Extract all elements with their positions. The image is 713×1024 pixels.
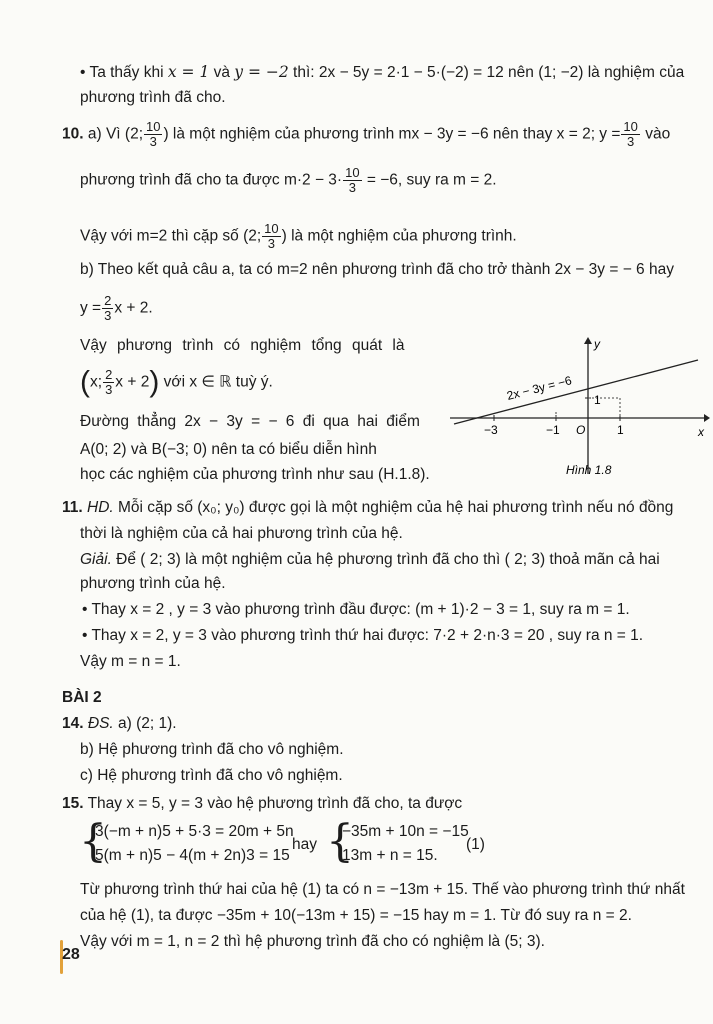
solution-line: [454, 360, 698, 424]
section-title: BÀI 2: [62, 689, 102, 706]
answer-label: ĐS.: [83, 715, 114, 732]
text: Vậy với m=2 thì cặp số (2;: [80, 227, 262, 245]
exercise-10-line-2: [80, 166, 497, 195]
paren: (: [80, 365, 90, 399]
text: ) là một nghiệm của phương trình.: [281, 227, 517, 245]
exercise-15-line-3: của hệ (1), ta được −35m + 10(−13m + 15) = −15 hay m = 1. Từ đó suy ra n = 2.: [80, 907, 632, 924]
origin-label: O: [576, 423, 586, 437]
exercise-14-line-1: [62, 714, 177, 734]
page-number: 28: [62, 946, 80, 963]
fraction: [103, 368, 114, 397]
exercise-10-line-b1: b) Theo kết quả câu a, ta có m=2 nên phương trình đã cho trở thành 2x − 3y = − 6 hay: [80, 261, 674, 278]
denominator: 3: [104, 308, 112, 323]
exercise-11-line-4: phương trình của hệ.: [80, 575, 226, 592]
text: = −6, suy ra m = 2.: [362, 171, 497, 189]
numerator: 10: [264, 221, 279, 236]
math: y = −2: [234, 63, 289, 81]
hint-label: HD.: [82, 499, 114, 516]
exercise-10-line-b7: học các nghiệm của phương trình như sau (H.1.8).: [80, 466, 430, 483]
y-axis-arrow: [584, 337, 592, 344]
numerator: 10: [623, 119, 638, 134]
text: ) là một nghiệm của phương trình mx − 3y = −6 nên thay x = 2; y =: [163, 125, 621, 143]
text: thì: 2x − 5y = 2·1 − 5·(−2) = 12 nên (1; −2) là nghiệm của: [288, 64, 685, 81]
tick-label-1: 1: [617, 423, 624, 437]
paren: ): [149, 365, 160, 399]
numerator: 2: [105, 367, 113, 382]
text-line: [80, 62, 684, 83]
text: phương trình đã cho ta được m·2 − 3·: [80, 171, 343, 189]
text: x + 2.: [114, 299, 153, 317]
exercise-10-line-b6: A(0; 2) và B(−3; 0) nên ta có biểu diễn hình: [80, 441, 377, 458]
denominator: 3: [105, 382, 113, 397]
math: x = 1: [167, 63, 210, 81]
exercise-number: 10.: [62, 125, 84, 143]
system-2-eq-2: 13m + n = 15.: [342, 847, 438, 864]
numerator: 10: [146, 119, 161, 134]
exercise-10-line-3: [80, 222, 517, 251]
system-1-eq-1: 3(−m + n)5 + 5·3 = 20m + 5n: [95, 823, 294, 840]
fraction: [343, 166, 361, 195]
exercise-10-line-1: [62, 120, 670, 149]
exercise-number: 11.: [62, 499, 83, 516]
exercise-11-line-2: thời là nghiệm của cả hai phương trình của hệ.: [80, 525, 403, 542]
y-axis-label: y: [594, 337, 600, 351]
x-axis-arrow: [704, 414, 710, 422]
text: Mỗi cặp số (x₀; y₀) được gọi là một nghiệm của hệ hai phương trình nếu nó đồng: [113, 499, 674, 516]
exercise-15-line-4: Vậy với m = 1, n = 2 thì hệ phương trình đã cho có nghiệm là (5; 3).: [80, 933, 545, 950]
exercise-10-line-b4: [80, 365, 273, 399]
text: và: [209, 64, 235, 81]
denominator: 3: [627, 134, 635, 149]
denominator: 3: [348, 180, 356, 195]
system-2-eq-1: −35m + 10n = −15: [342, 823, 469, 840]
text-line: phương trình đã cho.: [80, 89, 226, 106]
exercise-number: 14.: [62, 715, 84, 732]
text: a) Vì (2;: [83, 125, 143, 143]
fraction: [102, 294, 113, 323]
numerator: 10: [345, 165, 360, 180]
text: • Ta thấy khi: [80, 64, 168, 81]
figure-graph: [448, 336, 710, 482]
exercise-10-line-b3: Vậy phương trình có nghiệm tổng quát là: [80, 337, 405, 354]
numerator: 2: [104, 293, 112, 308]
text: y =: [80, 299, 102, 317]
exercise-14-line-2: b) Hệ phương trình đã cho vô nghiệm.: [80, 741, 344, 758]
line-label: 2x − 3y = −6: [505, 373, 574, 403]
exercise-14-line-3: c) Hệ phương trình đã cho vô nghiệm.: [80, 767, 343, 784]
system-1-eq-2: 5(m + n)5 − 4(m + 2n)3 = 15: [95, 847, 290, 864]
system-brace: {: [326, 816, 354, 867]
denominator: 3: [149, 134, 157, 149]
text: với x ∈ ℝ tuỳ ý.: [159, 373, 273, 391]
fraction: [262, 222, 280, 251]
fraction: [144, 120, 162, 149]
solution-label: Giải.: [80, 551, 112, 568]
tick-label-neg1: −1: [546, 423, 560, 437]
connector-word: hay: [292, 836, 317, 853]
tick-label-neg3: −3: [484, 423, 498, 437]
denominator: 3: [267, 236, 276, 251]
exercise-15-line-2: Từ phương trình thứ hai của hệ (1) ta có n = −13m + 15. Thế vào phương trình thứ nhất: [80, 881, 685, 898]
text: x + 2: [115, 373, 150, 391]
exercise-11-line-6: • Thay x = 2, y = 3 vào phương trình thứ hai được: 7·2 + 2·n·3 = 20 , suy ra n = 1.: [82, 627, 644, 644]
tick-label-y1: 1: [594, 393, 601, 407]
text: Để ( 2; 3) là một nghiệm của hệ phương trình đã cho thì ( 2; 3) thoả mãn cả hai: [111, 551, 660, 568]
exercise-10-line-b2: [80, 294, 153, 323]
exercise-11-line-1: [62, 498, 673, 518]
text: x;: [90, 373, 103, 391]
exercise-11-line-7: Vậy m = n = 1.: [80, 653, 181, 670]
text: vào: [640, 125, 671, 143]
text: Thay x = 5, y = 3 vào hệ phương trình đã cho, ta được: [83, 795, 463, 812]
system-brace: {: [79, 816, 107, 867]
fraction: [621, 120, 639, 149]
equation-tag: (1): [466, 836, 485, 853]
exercise-15-line-1: [62, 794, 462, 814]
figure-caption: Hình 1.8: [566, 463, 612, 477]
exercise-10-line-b5: Đường thẳng 2x − 3y = − 6 đi qua hai điểm: [80, 413, 420, 430]
exercise-11-line-3: [80, 550, 660, 570]
exercise-number: 15.: [62, 795, 84, 812]
x-axis-label: x: [698, 425, 704, 439]
text: a) (2; 1).: [113, 715, 177, 732]
exercise-11-line-5: • Thay x = 2 , y = 3 vào phương trình đầu được: (m + 1)·2 − 3 = 1, suy ra m = 1.: [82, 601, 630, 618]
